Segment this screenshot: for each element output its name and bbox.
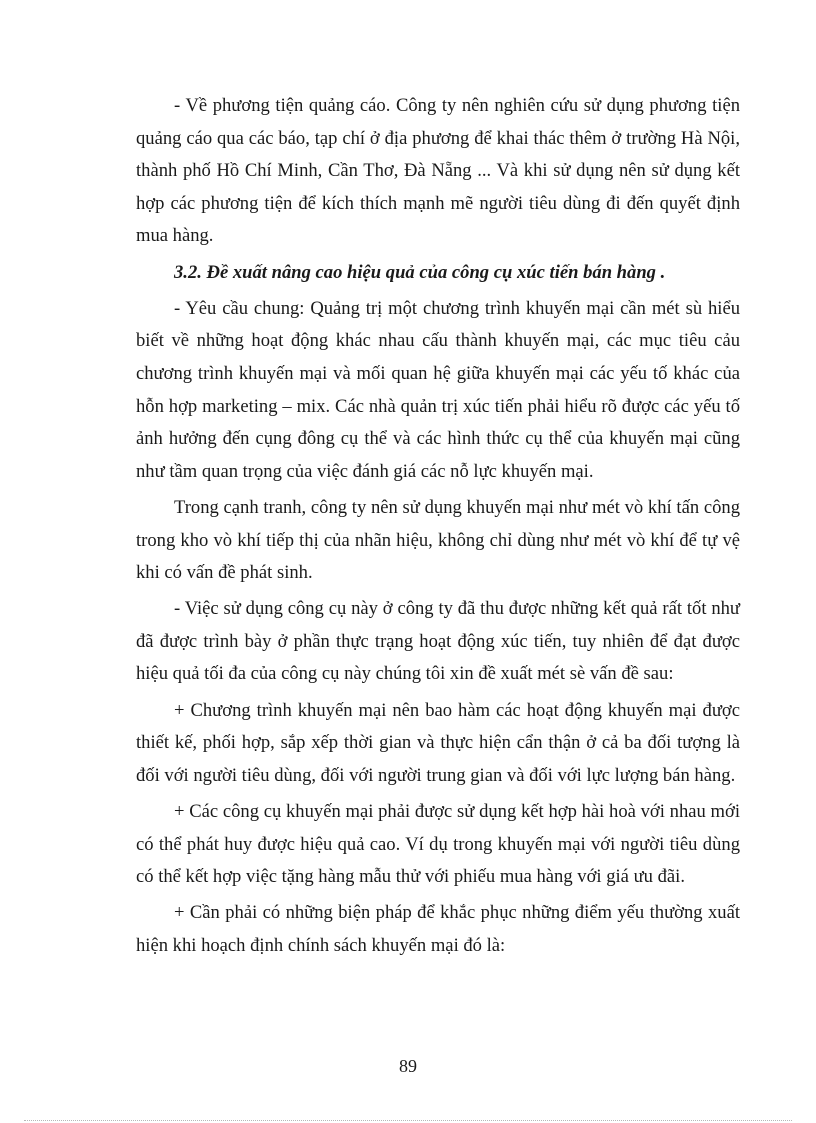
paragraph-tool-usage: - Việc sử dụng công cụ này ở công ty đã thu được những kết quả rất tốt như đã được trình bày ở phần thực trạng hoạt động xúc tiến, tuy nhiên để đạt được hiệu quả tối đa của công cụ này chúng tôi xin đề xuất mét sè vấn đề sau: [136, 598, 740, 685]
page-number: 89 [399, 1056, 417, 1076]
paragraph-advertising-media: - Về phương tiện quảng cáo. Công ty nên nghiên cứu sử dụng phương tiện quảng cáo qua các báo, tạp chí ở địa phương để khai thác thêm ở trường Hà Nội, thành phố Hồ Chí Minh, Cần Thơ, Đà Nẵng ... Và khi sử dụng nên sử dụng kết hợp các phương tiện để kích thích mạnh mẽ người tiêu dùng đi đến quyết định mua hàng. [136, 95, 740, 247]
paragraph-general-requirements: - Yêu cầu chung: Quảng trị một chương trình khuyến mại cần mét sù hiểu biết về những hoạt động khác nhau cấu thành khuyến mại, các mục tiêu cảu chương trình khuyến mại và mối quan hệ giữa khuyến mại các yếu tố khác của hỗn hợp marketing – mix. Các nhà quản trị xúc tiến phải hiểu rõ được các yếu tố ảnh hưởng đến cụng đông cụ thể và các hình thức cụ thể của khuyến mại cũng như tầm quan trọng của việc đánh giá các nỗ lực khuyến mại. [136, 297, 740, 482]
paragraph-weakness-measures: + Cần phải có những biện pháp để khắc phục những điểm yếu thường xuất hiện khi hoạch định chính sách khuyến mại đó là: [136, 902, 740, 956]
paragraph-promotion-tools: + Các công cụ khuyến mại phải được sử dụng kết hợp hài hoà với nhau mới có thể phát huy được hiệu quả cao. Ví dụ trong khuyến mại với người tiêu dùng có thể kết hợp việc tặng hàng mẫu thử với phiếu mua hàng với giá ưu đãi. [136, 801, 740, 888]
paragraph-competition: Trong cạnh tranh, công ty nên sử dụng khuyến mại như mét vò khí tấn công trong kho vò khí tiếp thị của nhãn hiệu, không chỉ dùng như mét vò khí để tự vệ khi có vấn đề phát sinh. [136, 496, 740, 584]
paragraph-promotion-program: + Chương trình khuyến mại nên bao hàm các hoạt động khuyến mại được thiết kế, phối hợp, sắp xếp thời gian và thực hiện cẩn thận ở cả ba đối tượng là đối với người tiêu dùng, đối với người trung gian và đối với lực lượng bán hàng. [136, 699, 740, 786]
section-heading: 3.2. Đề xuất nâng cao hiệu quả của công cụ xúc tiến bán hàng . [174, 261, 666, 283]
document-body [136, 90, 740, 966]
page-bottom-divider [24, 1120, 792, 1121]
